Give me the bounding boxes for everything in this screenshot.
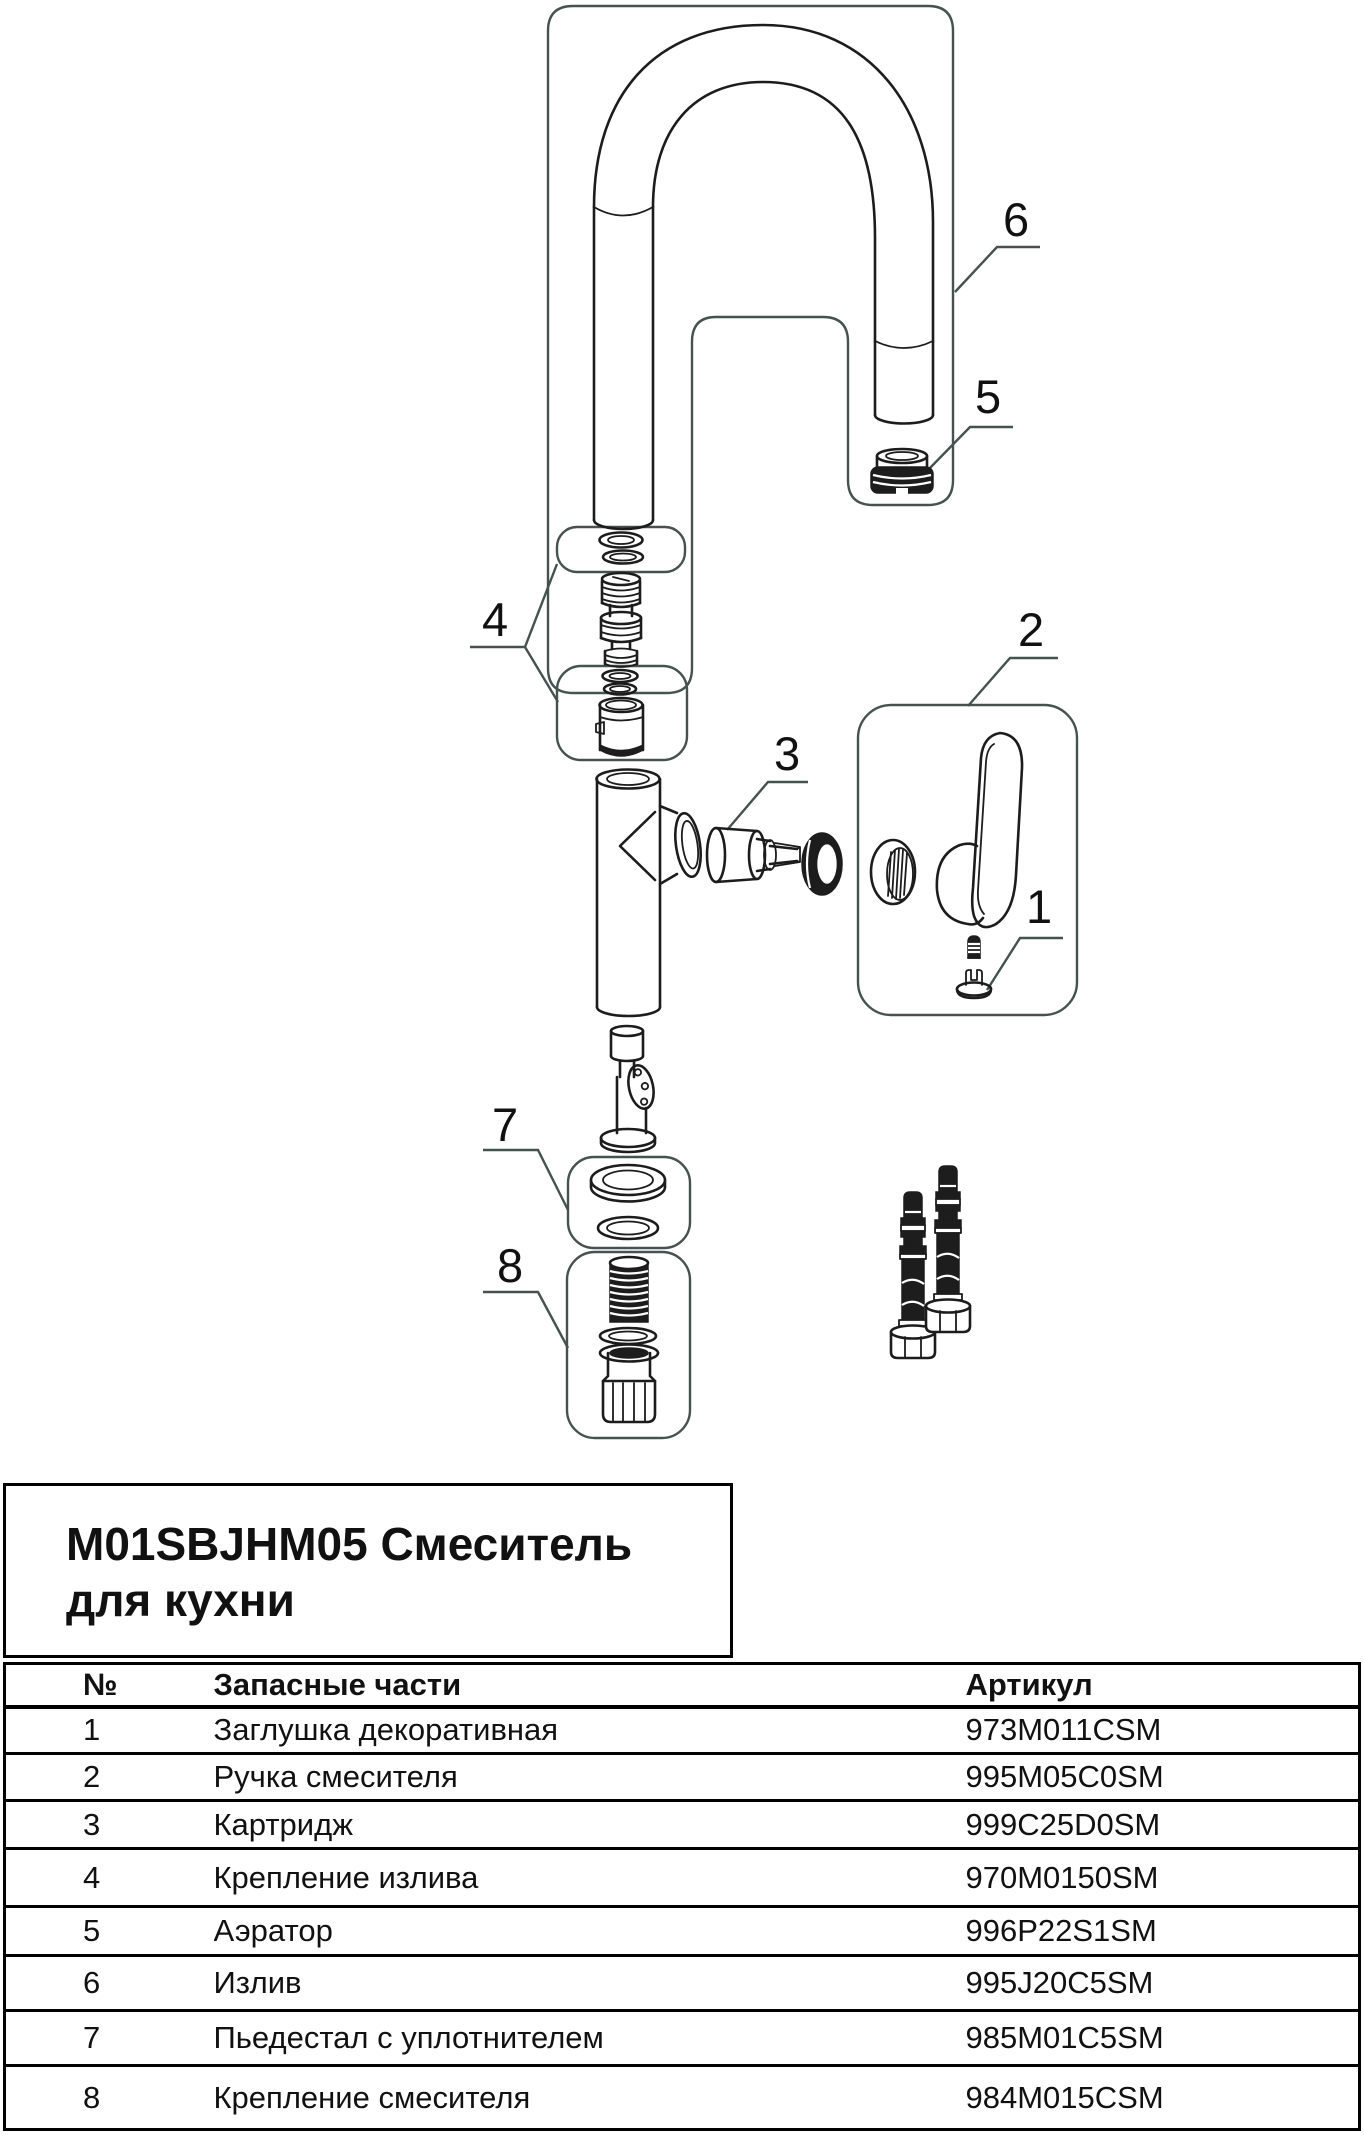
pedestal-parts	[591, 1165, 665, 1239]
part-sku: 999C25D0SM	[965, 1806, 1161, 1842]
spout-mount-sleeve	[596, 698, 643, 756]
callout-2-label: 2	[1018, 603, 1045, 656]
part-sku: 996P22S1SM	[965, 1913, 1157, 1948]
spout-mount-parts	[596, 533, 643, 757]
table-row	[5, 1956, 1360, 2011]
decorative-plug	[957, 970, 991, 998]
spout-valve-spindle	[601, 573, 641, 667]
product-title-line1: M01SBJHM05 Смеситель	[66, 1518, 633, 1570]
supply-hose	[891, 1192, 935, 1358]
part-num: 8	[83, 2079, 101, 2115]
part-sku: 970M0150SM	[965, 1859, 1159, 1895]
col-header-name: Запасные части	[213, 1666, 462, 1702]
cartridge	[707, 828, 800, 882]
part-num: 2	[83, 1759, 101, 1794]
table-row	[5, 2011, 1360, 2066]
part-num: 3	[83, 1806, 101, 1842]
callout-boxes	[470, 6, 1077, 1438]
callout-5-label: 5	[975, 370, 1002, 423]
aerator	[871, 449, 933, 494]
col-header-sku: Артикул	[965, 1666, 1093, 1702]
part-name: Картридж	[213, 1806, 353, 1842]
parts-table	[3, 1662, 1361, 2131]
part-num: 4	[83, 1859, 101, 1895]
set-screw	[968, 936, 980, 958]
callout-8-label: 8	[497, 1239, 524, 1292]
table-row	[5, 1801, 1360, 1849]
part-name: Пьедестал с уплотнителем	[213, 2020, 604, 2055]
part-sku: 973M011CSM	[965, 1712, 1162, 1748]
table-row	[5, 1849, 1360, 1907]
part-num: 5	[83, 1913, 101, 1948]
table-row	[5, 1754, 1360, 1801]
callout-4-label: 4	[482, 593, 509, 646]
pivot-assembly	[601, 1026, 657, 1152]
part-num: 1	[83, 1712, 101, 1748]
table-row	[5, 2066, 1360, 2130]
handle-lever	[937, 733, 1022, 927]
table-row	[5, 1707, 1360, 1754]
threaded-ring	[871, 840, 915, 904]
part-name: Заглушка декоративная	[213, 1712, 559, 1748]
callout-7-label: 7	[492, 1098, 519, 1151]
part-name: Ручка смесителя	[213, 1759, 458, 1794]
product-title-line2: для кухни	[66, 1574, 295, 1626]
part-sku: 995J20C5SM	[965, 1965, 1154, 2000]
title-block	[3, 1483, 733, 1658]
part-sku: 985M01C5SM	[965, 2020, 1164, 2055]
mounting-parts	[600, 1257, 658, 1422]
part-name: Крепление смесителя	[213, 2079, 531, 2115]
callout-3-label: 3	[774, 727, 801, 780]
table-row	[5, 1907, 1360, 1956]
callout-1-label: 1	[1026, 880, 1053, 933]
part-name: Излив	[213, 1965, 302, 2000]
table-header-row	[5, 1664, 1360, 1707]
lock-ring	[802, 833, 842, 895]
callout-6-label: 6	[1003, 193, 1030, 246]
faucet-body	[597, 770, 705, 1017]
part-num: 7	[83, 2020, 101, 2055]
col-header-num: №	[83, 1666, 118, 1702]
part-name: Аэратор	[213, 1913, 333, 1948]
supply-hoses	[891, 1166, 970, 1358]
part-sku: 995M05C0SM	[965, 1759, 1164, 1794]
callout-labels	[482, 193, 1052, 1292]
part-name: Крепление излива	[213, 1859, 479, 1895]
part-sku: 984M015CSM	[965, 2079, 1164, 2115]
part-num: 6	[83, 1965, 101, 2000]
